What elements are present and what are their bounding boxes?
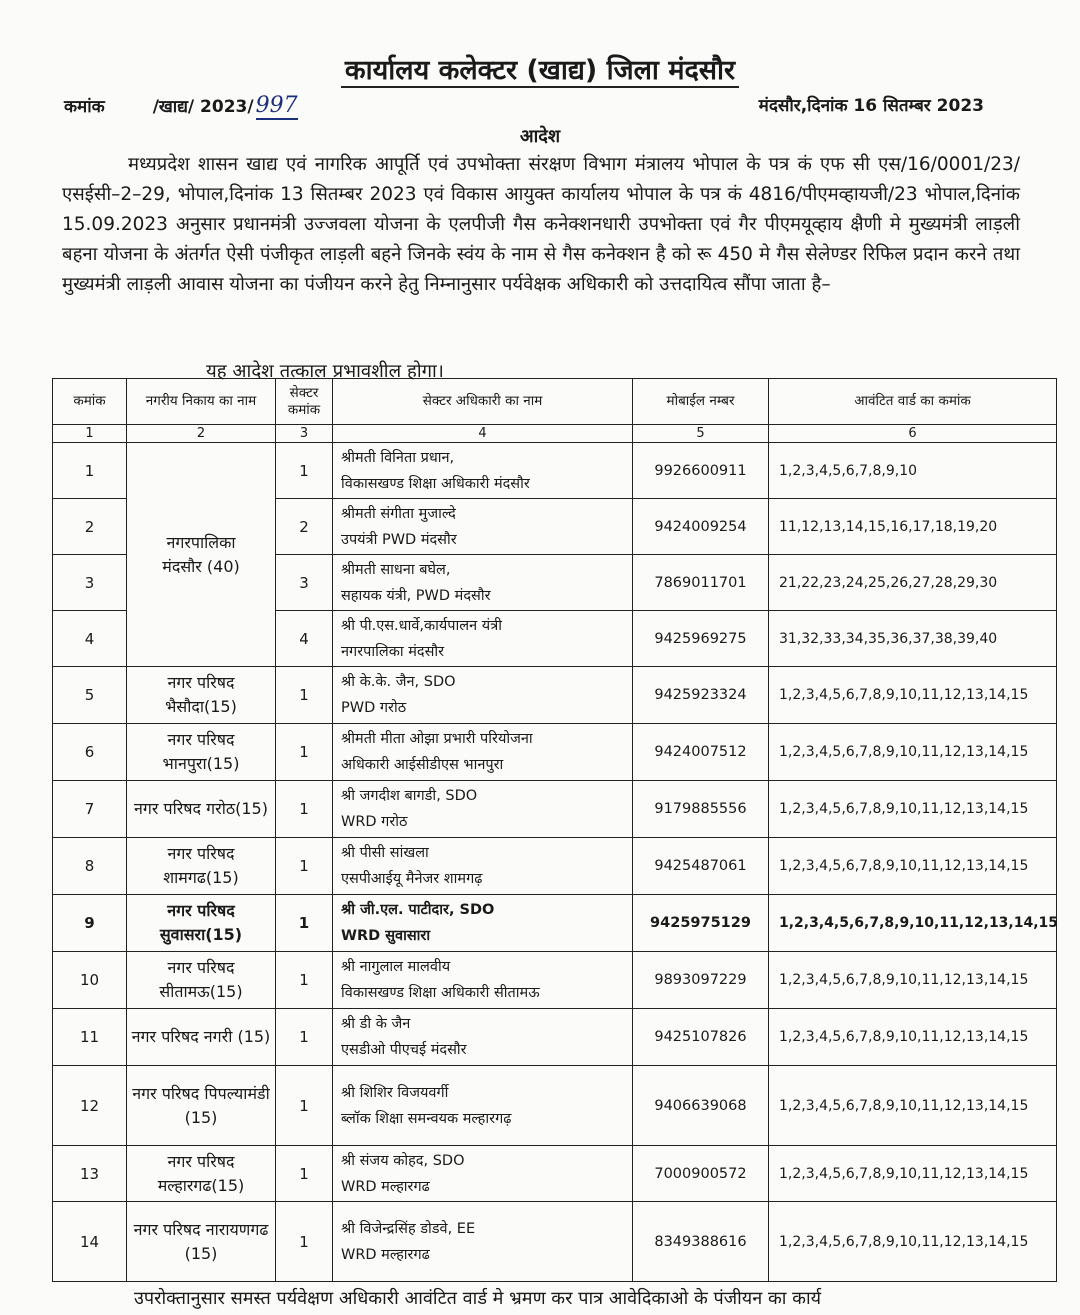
sector-cell: 1 [276, 1202, 333, 1282]
sector-cell: 1 [276, 443, 333, 499]
officer-line: श्री डी के जैन [341, 1016, 411, 1032]
header-sector-no: सेक्टर कमांक [276, 379, 333, 425]
body-name-cell: नगर परिषद नारायणगढ (15) [127, 1202, 276, 1282]
mobile-cell: 7869011701 [633, 555, 769, 611]
officer-line: एसडीओ पीएचई मंदसौर [341, 1042, 467, 1058]
wards-cell: 1,2,3,4,5,6,7,8,9,10,11,12,13,14,15 [769, 952, 1057, 1009]
wards-cell: 31,32,33,34,35,36,37,38,39,40 [769, 611, 1057, 667]
officer-line: विकासखण्ड शिक्षा अधिकारी सीतामऊ [341, 985, 540, 1001]
mobile-cell: 9425107826 [633, 1009, 769, 1066]
wards-cell: 1,2,3,4,5,6,7,8,9,10,11,12,13,14,15 [769, 724, 1057, 781]
column-index-row [53, 425, 1057, 443]
body-name-cell: नगर परिषद मल्हारगढ(15) [127, 1146, 276, 1202]
mobile-cell: 9425975129 [633, 895, 769, 952]
header-body-name: नगरीय निकाय का नाम [127, 379, 276, 425]
place-date: मंदसौर,दिनांक 16 सितम्बर 2023 [758, 96, 984, 116]
mobile-cell: 8349388616 [633, 1202, 769, 1282]
table-row [53, 952, 1057, 1009]
table-row [53, 1009, 1057, 1066]
wards-cell: 1,2,3,4,5,6,7,8,9,10,11,12,13,14,15 [769, 1066, 1057, 1146]
mobile-cell: 9893097229 [633, 952, 769, 1009]
ref-path: /खाद्य/ 2023/ [152, 97, 254, 117]
officer-line: नगरपालिका मंदसौर [341, 643, 445, 660]
sector-cell: 2 [276, 499, 333, 555]
office-title: कार्यालय कलेक्टर (खाद्य) जिला मंदसौर [0, 50, 1080, 87]
serial-cell: 10 [53, 952, 127, 1009]
officer-line: श्री शिशिर विजयवर्गी [341, 1084, 449, 1101]
table-row [53, 895, 1057, 952]
footer-line: उपरोक्तानुसार समस्त पर्यवेक्षण अधिकारी आवंटित वार्ड मे भ्रमण कर पात्र आवेदिकाओ के पंजीयन का कार्य [134, 1288, 822, 1309]
officer-cell [333, 781, 633, 838]
order-reference [64, 93, 298, 118]
officer-cell [333, 1009, 633, 1066]
table-row [53, 1146, 1057, 1202]
sector-cell: 1 [276, 724, 333, 781]
officer-cell [333, 611, 633, 667]
officer-line: श्री पीसी सांखला [341, 845, 429, 861]
officer-cell [333, 838, 633, 895]
wards-cell: 1,2,3,4,5,6,7,8,9,10,11,12,13,14,15 [769, 1146, 1057, 1202]
officer-cell [333, 555, 633, 611]
officer-line: अधिकारी आईसीडीएस भानपुरा [341, 757, 504, 773]
serial-cell: 7 [53, 781, 127, 838]
mobile-cell: 9926600911 [633, 443, 769, 499]
header-mobile: मोबाईल नम्बर [633, 379, 769, 425]
officer-line: श्रीमती विनिता प्रधान, [341, 449, 455, 466]
serial-cell: 1 [53, 443, 127, 499]
wards-cell: 1,2,3,4,5,6,7,8,9,10,11,12,13,14,15 [769, 838, 1057, 895]
sector-cell: 1 [276, 781, 333, 838]
sector-cell: 3 [276, 555, 333, 611]
sector-cell: 1 [276, 1146, 333, 1202]
handwritten-order-number: 997 [255, 93, 298, 118]
effect-line: यह आदेश तत्काल प्रभावशील होगा। [206, 361, 444, 382]
officer-line: WRD मल्हारगढ [341, 1246, 430, 1263]
col-index: 2 [127, 425, 276, 443]
table-row [53, 667, 1057, 724]
wards-cell: 1,2,3,4,5,6,7,8,9,10,11,12,13,14,15 [769, 667, 1057, 724]
sector-cell: 4 [276, 611, 333, 667]
header-officer-name: सेक्टर अधिकारी का नाम [333, 379, 633, 425]
sector-cell: 1 [276, 667, 333, 724]
officer-line: श्री नागुलाल मालवीय [341, 959, 451, 975]
col-index: 6 [769, 425, 1057, 443]
body-name-cell: नगर परिषद सुवासरा(15) [127, 895, 276, 952]
officer-line: WRD मल्हारगढ [341, 1178, 430, 1195]
table-row [53, 1066, 1057, 1146]
mobile-cell: 9425923324 [633, 667, 769, 724]
sector-cell: 1 [276, 1066, 333, 1146]
officer-line: ब्लॉक शिक्षा समन्वयक मल्हारगढ़ [341, 1110, 512, 1127]
table-row [53, 724, 1057, 781]
serial-cell: 11 [53, 1009, 127, 1066]
mobile-cell: 9425969275 [633, 611, 769, 667]
sector-cell: 1 [276, 952, 333, 1009]
table-header-row [53, 379, 1057, 425]
body-name-cell: नगर परिषद भैसौदा(15) [127, 667, 276, 724]
header-serial: कमांक [53, 379, 127, 425]
order-body [62, 150, 1020, 300]
officer-cell [333, 1066, 633, 1146]
body-name-cell: नगर परिषद नगरी (15) [127, 1009, 276, 1066]
officer-line: WRD सुवासारा [341, 928, 431, 944]
body-name-cell: नगरपालिका मंदसौर (40) [127, 443, 276, 667]
col-index: 4 [333, 425, 633, 443]
officer-line: विकासखण्ड शिक्षा अधिकारी मंदसौर [341, 475, 530, 492]
wards-cell: 1,2,3,4,5,6,7,8,9,10 [769, 443, 1057, 499]
officer-line: श्रीमती साधना बघेल, [341, 561, 451, 578]
sector-cell: 1 [276, 1009, 333, 1066]
officer-cell [333, 724, 633, 781]
table-body [53, 443, 1057, 1282]
table-row [53, 1202, 1057, 1282]
wards-cell: 1,2,3,4,5,6,7,8,9,10,11,12,13,14,15 [769, 781, 1057, 838]
wards-cell: 1,2,3,4,5,6,7,8,9,10,11,12,13,14,15 [769, 895, 1057, 952]
mobile-cell: 9424007512 [633, 724, 769, 781]
officer-line: श्री विजेन्द्रसिंह डोडवे, EE [341, 1220, 476, 1237]
officer-cell [333, 1202, 633, 1282]
order-paragraph: मध्यप्रदेश शासन खाद्य एवं नागरिक आपूर्ति एवं उपभोक्ता संरक्षण विभाग मंत्रालय भोपाल के पत्र कं एफ सी एस/16/0001/23/एसईसी–2–29, भोपाल,दिनांक 13 सितम्बर 2023 एवं विकास आयुक्त कार्यालय भोपाल के पत्र कं 4816/पीएमव्हायजी/23 भोपाल,दिनांक 15.09.2023 अनुसार प्रधानमंत्री उज्जवला योजना के एलपीजी गैस कनेक्शनधारी उपभोक्ता एवं गैर पीएमयूव्हाय क्षैणी मे मुख्यमंत्री लाड़ली बहना योजना के अंतर्गत ऐसी पंजीकृत लाड़ली बहने जिनके स्वंय के नाम से गैस कनेक्शन है को रू 450 मे गैस सेलेण्डर रिफिल प्रदान करने तथा मुख्यमंत्री लाड़ली आवास योजना का पंजीयन करने हेतु निम्नानुसार पर्यवेक्षक अधिकारी को उत्तदायित्व सौंपा जाता है– [62, 154, 1020, 295]
body-name-cell: नगर परिषद शामगढ(15) [127, 838, 276, 895]
serial-cell: 14 [53, 1202, 127, 1282]
sector-cell: 1 [276, 838, 333, 895]
wards-cell: 1,2,3,4,5,6,7,8,9,10,11,12,13,14,15 [769, 1202, 1057, 1282]
mobile-cell: 9424009254 [633, 499, 769, 555]
mobile-cell: 9179885556 [633, 781, 769, 838]
serial-cell: 6 [53, 724, 127, 781]
body-name-cell: नगर परिषद सीतामऊ(15) [127, 952, 276, 1009]
body-name-cell: नगर परिषद गरोठ(15) [127, 781, 276, 838]
serial-cell: 5 [53, 667, 127, 724]
wards-cell: 21,22,23,24,25,26,27,28,29,30 [769, 555, 1057, 611]
officer-line: श्रीमती संगीता मुजाल्दे [341, 505, 456, 522]
officer-cell [333, 443, 633, 499]
mobile-cell: 9406639068 [633, 1066, 769, 1146]
serial-cell: 12 [53, 1066, 127, 1146]
col-index: 5 [633, 425, 769, 443]
officer-line: श्रीमती मीता ओझा प्रभारी परियोजना [341, 731, 533, 747]
officer-cell [333, 667, 633, 724]
wards-cell: 11,12,13,14,15,16,17,18,19,20 [769, 499, 1057, 555]
officer-cell [333, 499, 633, 555]
table-row [53, 781, 1057, 838]
serial-cell: 2 [53, 499, 127, 555]
table-row [53, 443, 1057, 499]
officer-line: श्री के.के. जैन, SDO [341, 674, 456, 690]
officer-line: PWD गरोठ [341, 700, 407, 716]
body-name-cell: नगर परिषद भानपुरा(15) [127, 724, 276, 781]
officer-line: एसपीआईयू मैनेजर शामगढ़ [341, 871, 483, 887]
col-index: 3 [276, 425, 333, 443]
officer-allocation-table [52, 378, 1057, 1282]
header-wards: आवंटित वार्ड का कमांक [769, 379, 1057, 425]
serial-cell: 3 [53, 555, 127, 611]
ref-label: कमांक [64, 97, 105, 117]
officer-line: WRD गरोठ [341, 814, 408, 830]
officer-cell [333, 895, 633, 952]
serial-cell: 9 [53, 895, 127, 952]
serial-cell: 4 [53, 611, 127, 667]
officer-line: श्री पी.एस.धार्वे,कार्यपालन यंत्री [341, 617, 502, 634]
sector-cell: 1 [276, 895, 333, 952]
col-index: 1 [53, 425, 127, 443]
officer-line: श्री संजय कोहद, SDO [341, 1152, 465, 1169]
mobile-cell: 9425487061 [633, 838, 769, 895]
serial-cell: 13 [53, 1146, 127, 1202]
table-row [53, 838, 1057, 895]
officer-line: श्री जगदीश बागडी, SDO [341, 788, 478, 804]
officer-line: उपयंत्री PWD मंदसौर [341, 531, 457, 548]
officer-cell [333, 952, 633, 1009]
officer-line: सहायक यंत्री, PWD मंदसौर [341, 587, 491, 604]
order-heading: आदेश [519, 126, 561, 147]
mobile-cell: 7000900572 [633, 1146, 769, 1202]
wards-cell: 1,2,3,4,5,6,7,8,9,10,11,12,13,14,15 [769, 1009, 1057, 1066]
serial-cell: 8 [53, 838, 127, 895]
body-name-cell: नगर परिषद पिपल्यामंडी (15) [127, 1066, 276, 1146]
officer-cell [333, 1146, 633, 1202]
officer-line: श्री जी.एल. पाटीदार, SDO [341, 902, 495, 918]
